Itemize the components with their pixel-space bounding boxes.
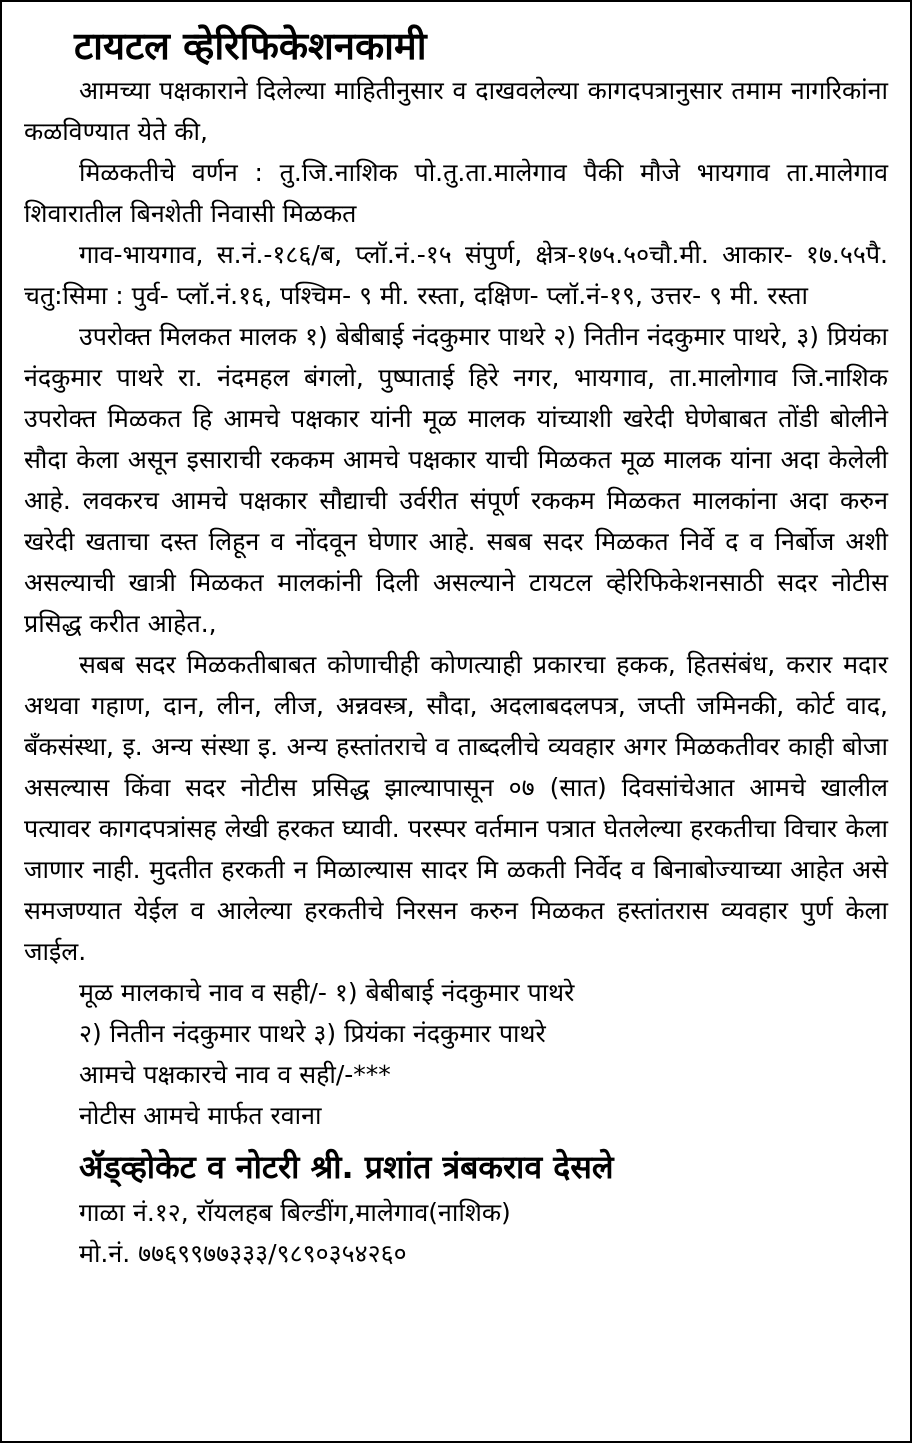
client-signature: आमचे पक्षकारचे नाव व सही/-*** (79, 1060, 391, 1089)
intro-paragraph: आमच्या पक्षकाराने दिलेल्या माहितीनुसार व दाखवलेल्या कागदपत्रानुसार तमाम नागरिकांना कळविण्यात येते की, (24, 76, 888, 146)
advocate-name: ॲड्व्होकेट व नोटरी श्री. प्रशांत त्रंबकराव देसले (79, 1148, 614, 1186)
owner-signature-line-2: २) नितीन नंदकुमार पाथरे ३) प्रियंका नंदकुमार पाथरे (79, 1019, 546, 1048)
advocate-address: गाळा नं.१२, रॉयलहब बिल्डींग,मालेगाव(नाशिक) (79, 1198, 511, 1227)
sent-via: नोटीस आमचे मार्फत रवाना (79, 1101, 322, 1130)
objection-paragraph: सबब सदर मिळकतीबाबत कोणाचीही कोणत्याही प्रकारचा हकक, हितसंबंध, करार मदार अथवा गहाण, दान, लीन, लीज, अन्नवस्त्र, सौदा, अदलाबदलपत्र, जप्ती जमिनकी, कोर्ट वाद, बँकसंस्था, इ. अन्य संस्था इ. अन्य हस्तांतराचे व ताब्दलीचे व्यवहार अगर मिळकतीवर काही बोजा असल्यास किंवा सदर नोटीस प्रसिद्ध झाल्यापासून ०७ (सात) दिवसांचेआत आमचे खालील पत्यावर कागदपत्रांसह लेखी हरकत घ्यावी. परस्पर वर्तमान पत्रात घेतलेल्या हरकतीचा विचार केला जाणार नाही. मुदतीत हरकती न मिळाल्यास सादर मि ळकती निर्वेद व बिनाबोज्याच्या आहेत असे समजण्यात येईल व आलेल्या हरकतीचे निरसन करुन मिळकत हस्तांतरास व्यवहार पुर्ण केला जाईल. (24, 650, 888, 966)
advocate-mobile: मो.नं. ७७६९९७७३३३/९८९०३५४२६० (79, 1239, 407, 1268)
owners-paragraph: उपरोक्त मिलकत मालक १) बेबीबाई नंदकुमार पाथरे २) नितीन नंदकुमार पाथरे, ३) प्रियंका नंदकुमार पाथरे रा. नंदमहल बंगलो, पुष्पाताई हिरे नगर, भायगाव, ता.मालोगाव जि.नाशिक उपरोक्त मिळकत हि आमचे पक्षकार यांनी मूळ मालक यांच्याशी खरेदी घेणेबाबत तोंडी बोलीने सौदा केला असून इसाराची रककम आमचे पक्षकार याची मिळकत मूळ मालक यांना अदा केलेली आहे. लवकरच आमचे पक्षकार सौद्याची उर्वरीत संपूर्ण रककम मिळकत मालकांना अदा करुन खरेदी खताचा दस्त लिहून व नोंदवून घेणार आहे. सबब सदर मिळकत निर्वे द व निर्बोज अशी असल्याची खात्री मिळकत मालकांनी दिली असल्याने टायटल व्हेरिफिकेशनसाठी सदर नोटीस प्रसिद्ध करीत आहेत., (24, 322, 888, 638)
property-details: गाव-भायगाव, स.नं.-१८६/ब, प्लॉ.नं.-१५ संपुर्ण, क्षेत्र-१७५.५०चौ.मी. आकार- १७.५५पै. चतु:सिमा : पुर्व- प्लॉ.नं.१६, पश्चिम- ९ मी. रस्ता, दक्षिण- प्लॉ.नं-१९, उत्तर- ९ मी. रस्ता (24, 240, 888, 310)
owner-signature-line-1: मूळ मालकाचे नाव व सही/- १) बेबीबाई नंदकुमार पाथरे (79, 978, 575, 1007)
notice-title: टायटल व्हेरिफिकेशनकामी (74, 24, 427, 68)
property-description: मिळकतीचे वर्णन : तु.जि.नाशिक पो.तु.ता.मालेगाव पैकी मौजे भायगाव ता.मालेगाव शिवारातील बिनशेती निवासी मिळकत (24, 158, 888, 228)
